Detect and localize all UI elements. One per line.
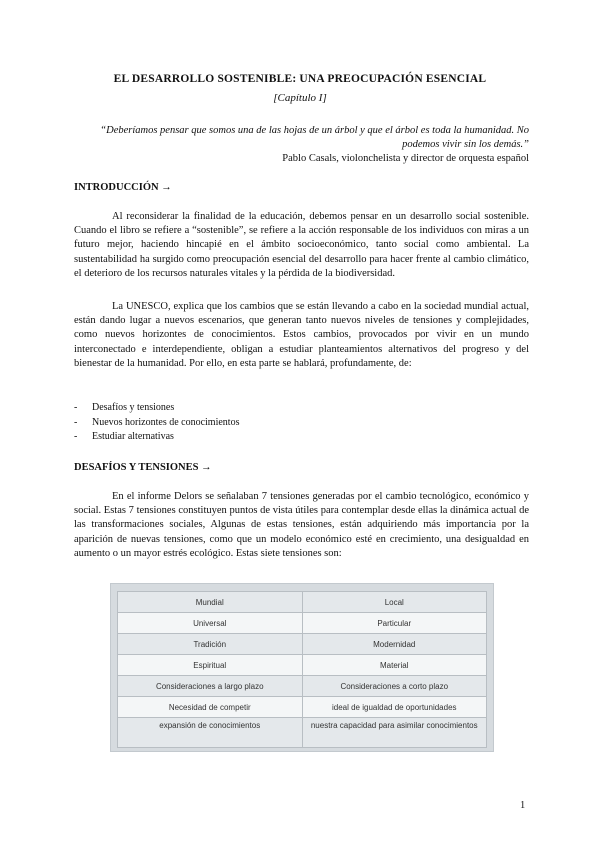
list-item-text: Nuevos horizontes de conocimientos bbox=[92, 416, 240, 428]
heading-desafios: DESAFÍOS Y TENSIONES → bbox=[74, 462, 212, 473]
table-row bbox=[118, 634, 487, 655]
topics-list bbox=[74, 401, 529, 445]
list-item bbox=[74, 430, 529, 445]
dash-bullet-icon: - bbox=[74, 416, 78, 428]
table-cell: Material bbox=[302, 655, 487, 676]
tensions-table bbox=[117, 591, 487, 748]
list-item-text: Estudiar alternativas bbox=[92, 431, 174, 442]
dash-bullet-icon: - bbox=[74, 431, 78, 442]
table-cell: nuestra capacidad para asimilar conocimientos bbox=[302, 718, 487, 748]
table-cell: Consideraciones a largo plazo bbox=[118, 676, 303, 697]
table-cell: Local bbox=[302, 592, 487, 613]
epigraph-quote: “Deberíamos pensar que somos una de las hojas de un árbol y que el árbol es toda la humanidad. No podemos vivir sin los demás.” bbox=[100, 125, 529, 150]
list-item-text: Desafíos y tensiones bbox=[92, 402, 175, 413]
table-cell: Tradición bbox=[118, 634, 303, 655]
table-cell: expansión de conocimientos bbox=[118, 718, 303, 748]
dash-bullet-icon: - bbox=[74, 402, 78, 413]
chapter-label: [Capítulo I] bbox=[273, 92, 327, 104]
list-item bbox=[74, 416, 529, 431]
intro-paragraph-2: La UNESCO, explica que los cambios que se están llevando a cabo en la sociedad mundial actual, están dando lugar a nuevos escenarios, que generan tanto nuevos niveles de tensiones y complejidades, como nuevos horizontes de conocimientos. Estos cambios, provocados por vivir en un mundo interconectado e interdependiente, obligan a estudiar planteamientos alternativos del progreso y del bienestar de la humanidad. Por ello, en esta parte se hablará, profundamente, de: bbox=[74, 301, 529, 369]
tensions-table-image bbox=[110, 583, 494, 752]
epigraph-author: Pablo Casals, violonchelista y director de orquesta español bbox=[282, 153, 529, 164]
table-cell: Mundial bbox=[118, 592, 303, 613]
table-row bbox=[118, 697, 487, 718]
table-cell: Particular bbox=[302, 613, 487, 634]
table-row bbox=[118, 613, 487, 634]
table-row bbox=[118, 655, 487, 676]
table-row bbox=[118, 718, 487, 748]
heading-introduccion: INTRODUCCIÓN → bbox=[74, 182, 172, 193]
page-number: 1 bbox=[520, 800, 526, 811]
table-row bbox=[118, 592, 487, 613]
table-row bbox=[118, 676, 487, 697]
table-cell: Universal bbox=[118, 613, 303, 634]
table-cell: Modernidad bbox=[302, 634, 487, 655]
table-cell: Necesidad de competir bbox=[118, 697, 303, 718]
intro-paragraph-1: Al reconsiderar la finalidad de la educación, debemos pensar en un desarrollo social sostenible. Cuando el libro se refiere a “sostenible”, se refiere a la acción responsable de los individuos con miras a un futuro mejor, haciendo hincapié en el ámbito socioeconómico, tanto social como ambiental. La sustentabilidad ha surgido como preocupación esencial del desarrollo para hacer frente al cambio climático, el deterioro de los recursos naturales vitales y la pérdida de la biodiversidad. bbox=[74, 211, 529, 279]
table-cell: Consideraciones a corto plazo bbox=[302, 676, 487, 697]
document-title: EL DESARROLLO SOSTENIBLE: UNA PREOCUPACIÓN ESENCIAL bbox=[113, 73, 487, 85]
list-item bbox=[74, 401, 529, 416]
desafios-paragraph-1: En el informe Delors se señalaban 7 tensiones generadas por el cambio tecnológico, económico y social. Estas 7 tensiones constituyen puntos de vista útiles para contemplar desde ellas la dinámica actual de las transformaciones sociales, Algunas de estas tensiones, están adquiriendo más importancia por la aparición de nuevas tensiones, como que un modelo económico esté en crecimiento, una desigualdad en aumento o un mayor estrés ecológico. Estas siete tensiones son: bbox=[74, 491, 529, 559]
table-cell: Espiritual bbox=[118, 655, 303, 676]
table-cell: ideal de igualdad de oportunidades bbox=[302, 697, 487, 718]
